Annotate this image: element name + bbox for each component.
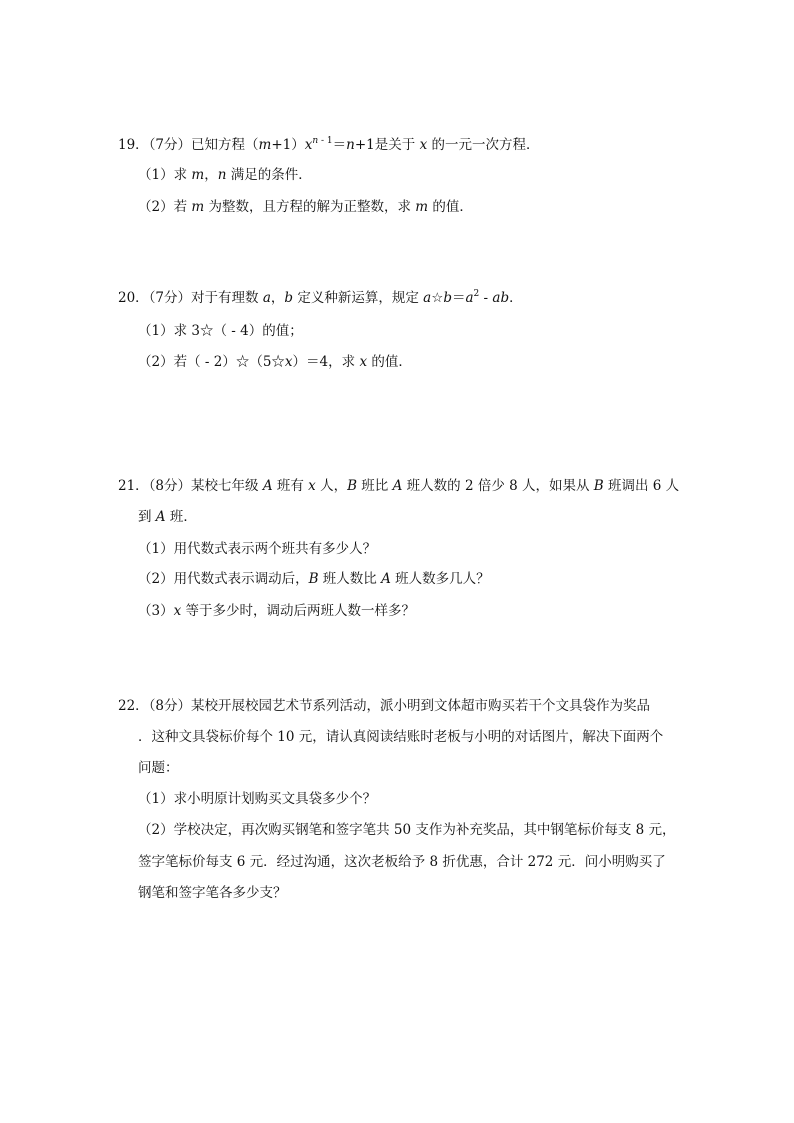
math-variable: A <box>392 478 403 494</box>
text-run: 钢笔和签字笔各多少支？ <box>138 885 287 901</box>
math-variable: b <box>443 290 452 306</box>
text-run: ．这种文具袋标价每个 10 元，请认真阅读结账时老板与小明的对话图片，解决下面两个 <box>138 729 664 745</box>
question-22-stem-cont-1 <box>138 728 663 746</box>
text-run: 班人数的 2 倍少 8 人，如果从 <box>402 478 594 494</box>
math-variable: m <box>191 167 205 183</box>
question-number: 21． <box>118 478 149 494</box>
math-variable: B <box>308 571 319 587</box>
text-run: 等于多少时，调动后两班人数一样多？ <box>181 603 416 619</box>
text-run: ． <box>509 290 523 306</box>
question-number: 20． <box>118 290 149 306</box>
math-variable: a <box>423 290 432 306</box>
part-text <box>138 541 376 557</box>
question-21-part-1 <box>138 540 376 558</box>
math-variable: n <box>217 167 227 183</box>
math-variable: m <box>258 137 272 153</box>
question-22-part-2 <box>138 821 676 839</box>
question-22-part-2-cont-2 <box>138 884 287 902</box>
question-text <box>191 478 679 494</box>
question-20-part-2 <box>138 353 412 371</box>
text-run: ☆ <box>431 290 444 306</box>
question-22-part-1 <box>138 790 376 808</box>
text-run: 已知方程（ <box>191 137 259 153</box>
text-run: （3） <box>138 603 174 619</box>
question-19-part-1 <box>138 166 312 184</box>
question-22-stem <box>118 697 650 715</box>
math-variable: x <box>419 137 428 153</box>
part-text <box>138 854 666 870</box>
question-text <box>191 698 650 714</box>
math-variable: x <box>284 354 293 370</box>
text-run: 某校七年级 <box>191 478 263 494</box>
text-run: 班调出 6 人 <box>603 478 680 494</box>
question-number: 19． <box>118 137 149 153</box>
text-run: +1） <box>271 137 305 153</box>
question-21-part-2 <box>138 570 490 588</box>
text-run: （1）求 3☆（ - 4）的值； <box>138 323 303 339</box>
question-text <box>138 729 663 745</box>
question-text <box>138 760 179 776</box>
math-variable: B <box>593 478 604 494</box>
question-points: （8分） <box>148 698 192 714</box>
question-19-stem <box>118 136 540 154</box>
text-run: - <box>479 290 493 306</box>
part-text <box>138 791 376 807</box>
text-run: 人， <box>315 478 348 494</box>
text-run: 为整数，且方程的解为正整数，求 <box>204 199 416 215</box>
superscript: n - 1 <box>312 136 333 146</box>
question-22-part-2-cont-1 <box>138 853 666 871</box>
text-run: 定义种新运算，规定 <box>293 290 424 306</box>
math-variable: a <box>262 290 271 306</box>
text-run: 班有 <box>272 478 309 494</box>
math-variable: A <box>381 571 391 587</box>
text-run: （2）若（ - 2）☆（5☆ <box>138 354 285 370</box>
question-number: 22． <box>118 698 149 714</box>
part-text <box>138 354 412 370</box>
text-run: 的值． <box>367 354 412 370</box>
math-variable: x <box>173 603 182 619</box>
text-run: ＝ <box>332 137 347 153</box>
text-run: 到 <box>138 509 156 525</box>
math-variable: x <box>359 354 368 370</box>
text-run: （1）求小明原计划购买文具袋多少个？ <box>138 791 377 807</box>
math-variable: A <box>155 509 166 525</box>
text-run: 对于有理数 <box>191 290 263 306</box>
question-20-part-1 <box>138 322 303 340</box>
question-21-stem <box>118 477 679 495</box>
question-21-part-3 <box>138 602 415 620</box>
text-run: +1是关于 <box>354 137 420 153</box>
question-points: （7分） <box>148 290 192 306</box>
question-22-stem-cont-2 <box>138 759 179 777</box>
question-19-part-2 <box>138 198 473 216</box>
math-variable: m <box>191 199 205 215</box>
superscript: 2 <box>473 289 480 299</box>
part-text <box>138 822 676 838</box>
math-variable: m <box>415 199 429 215</box>
text-run: （2）用代数式表示调动后， <box>138 571 309 587</box>
question-text <box>191 290 523 306</box>
question-20-stem <box>118 289 523 307</box>
text-run: 的一元一次方程． <box>427 137 540 153</box>
text-run: （2）若 <box>138 199 192 215</box>
part-text <box>138 167 312 183</box>
text-run: ， <box>204 167 218 183</box>
math-variable: ab <box>492 290 510 306</box>
question-points: （8分） <box>148 478 192 494</box>
math-variable: x <box>304 137 313 153</box>
text-run: 某校开展校园艺术节系列活动，派小明到文体超市购买若干个文具袋作为奖品 <box>191 698 651 714</box>
text-run: 班人数多几人？ <box>390 571 490 587</box>
question-text <box>191 137 539 153</box>
part-text <box>138 885 287 901</box>
text-run: 签字笔标价每支 6 元．经过沟通，这次老板给予 8 折优惠，合计 272 元．问小明购买了 <box>138 854 666 870</box>
text-run: （2）学校决定，再次购买钢笔和签字笔共 50 支作为补充奖品，其中钢笔标价每支 8 元， <box>138 822 676 838</box>
math-variable: n <box>346 137 355 153</box>
text-run: （1）求 <box>138 167 192 183</box>
text-run: ＝ <box>451 290 466 306</box>
text-run: （1）用代数式表示两个班共有多少人？ <box>138 541 377 557</box>
text-run: 满足的条件． <box>226 167 312 183</box>
part-text <box>138 603 415 619</box>
text-run: 班比 <box>357 478 393 494</box>
text-run: 的值． <box>428 199 473 215</box>
math-variable: A <box>262 478 273 494</box>
text-run: 问题： <box>138 760 179 776</box>
question-points: （7分） <box>148 137 192 153</box>
text-run: 班人数比 <box>318 571 382 587</box>
part-text <box>138 323 303 339</box>
part-text <box>138 571 490 587</box>
math-variable: B <box>347 478 358 494</box>
text-run: ）＝4，求 <box>292 354 360 370</box>
question-text <box>138 509 197 525</box>
text-run: 班． <box>165 509 197 525</box>
question-21-stem-cont <box>138 508 197 526</box>
math-variable: b <box>284 290 294 306</box>
part-text <box>138 199 473 215</box>
math-variable: x <box>308 478 316 494</box>
math-variable: a <box>465 290 474 306</box>
text-run: ， <box>270 290 285 306</box>
